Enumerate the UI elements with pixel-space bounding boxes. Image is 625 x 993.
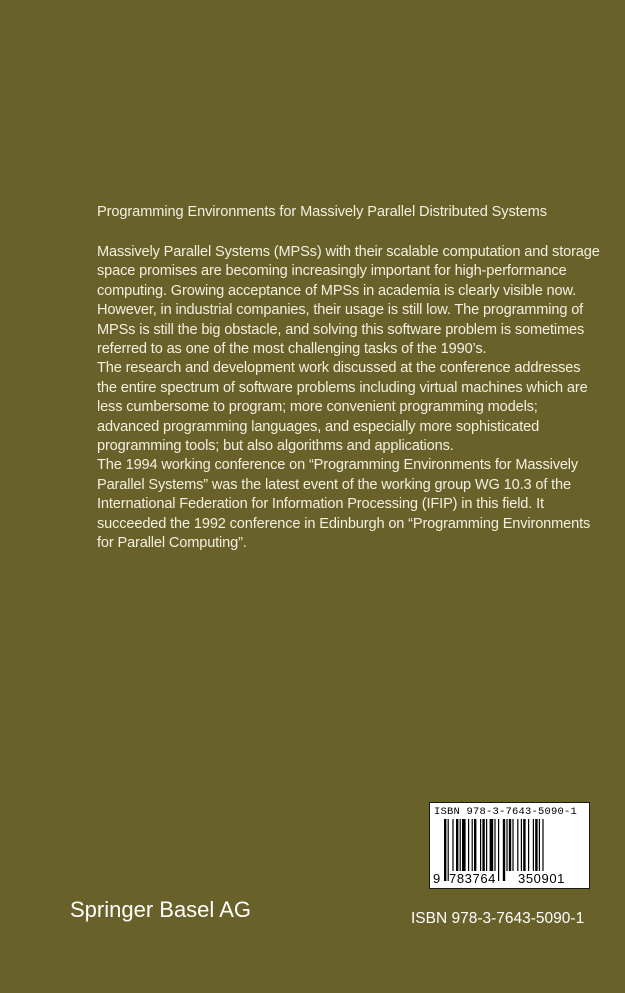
barcode-bar <box>456 819 458 871</box>
barcode-bar <box>482 819 484 871</box>
barcode-bar <box>486 819 487 871</box>
barcode-first-digit: 9 <box>433 871 441 886</box>
barcode-bar <box>539 819 540 871</box>
barcode-bar <box>523 819 525 871</box>
barcode-bar <box>512 819 513 871</box>
barcode-bar <box>444 819 446 881</box>
barcode-left-digits: 783764 <box>449 871 496 886</box>
blurb-paragraph-2: The research and development work discussed at the conference addresses the entire spectrum of software problems including virtual machines which are less cumbersome to program; more convenient programming models; advanced programming languages, and especially more sophisticated programming tools; but also algorithms and applications. <box>97 360 588 455</box>
blurb <box>97 243 601 554</box>
barcode-bar <box>472 819 473 871</box>
barcode-isbn-label: ISBN 978-3-7643-5090-1 <box>434 806 578 818</box>
barcode-bar <box>503 819 505 881</box>
barcode-bar <box>462 819 466 871</box>
barcode-bar <box>517 819 518 871</box>
barcode-bar <box>533 819 534 871</box>
isbn-number: ISBN 978-3-7643-5090-1 <box>411 910 585 927</box>
barcode-bar <box>474 819 476 871</box>
barcode-right-digits: 350901 <box>518 871 565 886</box>
publisher-name: Springer Basel AG <box>70 897 251 922</box>
barcode-bar <box>490 819 494 871</box>
blurb-paragraph-3: The 1994 working conference on “Programming Environments for Massively Parallel Systems” was the latest event of the working group WG 10.3 of the International Federation for Information Processing (IFIP) in this field. It succeeded the 1992 conference in Edinburgh on “Programming Environments for Parallel Computing”. <box>97 457 591 552</box>
barcode-bar <box>535 819 537 871</box>
barcode-bar <box>542 819 543 871</box>
barcode-bar <box>460 819 461 871</box>
barcode-bar <box>494 819 495 871</box>
barcode-bar <box>509 819 511 871</box>
book-title: Programming Environments for Massively Parallel Distributed Systems <box>97 204 547 220</box>
barcode-bar <box>468 819 469 871</box>
blurb-paragraph-1: Massively Parallel Systems (MPSs) with their scalable computation and storage space promises are becoming increasingly important for high-performance computing. Growing acceptance of MPSs in academia is clearly visible now. However, in industrial companies, their usage is still low. The programming of MPSs is still the big obstacle, and solving this software problem is sometimes referred to as one of the most challenging tasks of the 1990’s. <box>97 244 600 358</box>
barcode-bar <box>521 819 522 871</box>
isbn-barcode <box>429 802 590 889</box>
barcode-bar <box>480 819 481 871</box>
barcode-bar <box>452 819 453 871</box>
barcode-bar <box>498 819 499 881</box>
barcode-bar <box>506 819 507 871</box>
barcode-bar <box>528 819 529 871</box>
